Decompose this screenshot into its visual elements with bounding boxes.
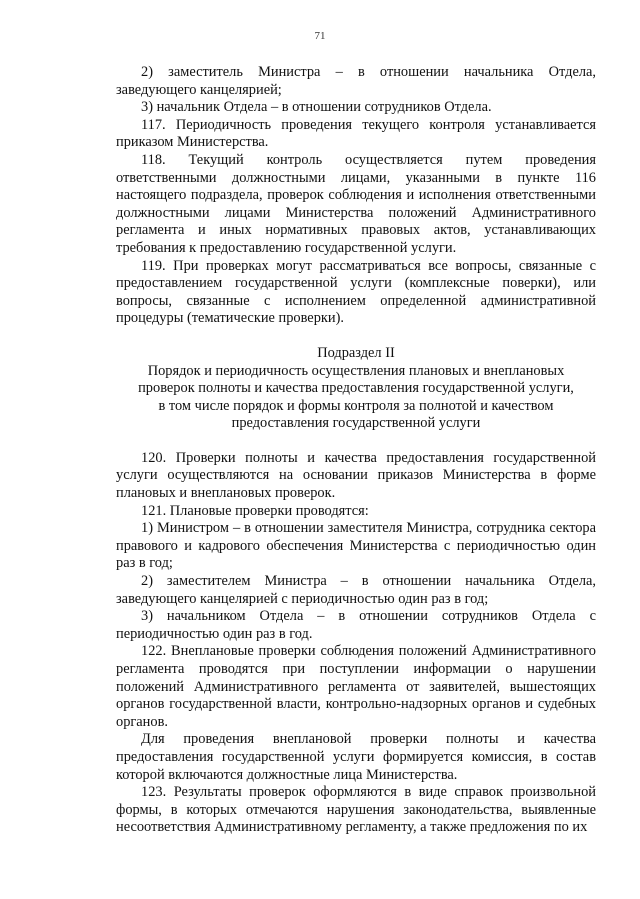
- paragraph: Для проведения внеплановой проверки полноты и качества предоставления государственной услуги формируется комиссия, в состав которой включаются должностные лица Министерства.: [116, 731, 596, 783]
- list-item: 1) Министром – в отношении заместителя Министра, сотрудника сектора правового и кадрового обеспечения Министерства с периодичностью один раз в год;: [116, 520, 596, 572]
- paragraph: 3) начальник Отдела – в отношении сотрудников Отдела.: [141, 99, 492, 116]
- document-body: [116, 64, 596, 837]
- section-title-line: в том числе порядок и формы контроля за полнотой и качеством: [158, 397, 554, 414]
- paragraph-117: 117. Периодичность проведения текущего контроля устанавливается приказом Министерства.: [116, 116, 596, 151]
- section-label: Подраздел II: [317, 344, 395, 361]
- paragraph-119: 119. При проверках могут рассматриваться все вопросы, связанные с предоставлением государственной услуги (комплексные поверки), или вопросы, связанные с исполнением определенной административной процедуры (тематические проверки).: [116, 257, 596, 327]
- paragraph-123: 123. Результаты проверок оформляются в виде справок произвольной формы, в которых отмечаются нарушения законодательства, выявленные несоответствия Административному регламенту, а также предложения по их: [116, 784, 596, 836]
- list-item: 2) заместителем Министра – в отношении начальника Отдела, заведующего канцелярией с периодичностью один раз в год;: [116, 573, 596, 607]
- paragraph-121: 121. Плановые проверки проводятся:: [141, 502, 369, 519]
- paragraph-118: 118. Текущий контроль осуществляется путем проведения ответственными должностными лицами, указанными в пункте 116 настоящего подраздела, проверок соблюдения и исполнения ответственными должностными лицами Министерства положений Административного регламента и иных нормативных правовых актов, устанавливающих требования к предоставлению государственной услуги.: [116, 151, 596, 256]
- paragraph-122: 122. Внеплановые проверки соблюдения положений Административного регламента проводятся при поступлении информации о нарушении положений Административного регламента от заявителей, вышестоящих органов государственной власти, контрольно-надзорных органов и судебных органов.: [116, 643, 596, 730]
- section-title-line: предоставления государственной услуги: [231, 415, 481, 432]
- section-title-line: Порядок и периодичность осуществления плановых и внеплановых: [147, 362, 565, 379]
- page-number: 71: [314, 30, 326, 42]
- section-title-line: проверок полноты и качества предоставления государственной услуги,: [138, 380, 574, 397]
- paragraph-120: 120. Проверки полноты и качества предоставления государственной услуги осуществляются на основании приказов Министерства в форме плановых и внеплановых проверок.: [116, 449, 596, 502]
- paragraph: 2) заместитель Министра – в отношении начальника Отдела, заведующего канцелярией;: [116, 64, 596, 98]
- section-heading: [116, 345, 596, 433]
- list-item: 3) начальником Отдела – в отношении сотрудников Отдела с периодичностью один раз в год.: [116, 608, 596, 642]
